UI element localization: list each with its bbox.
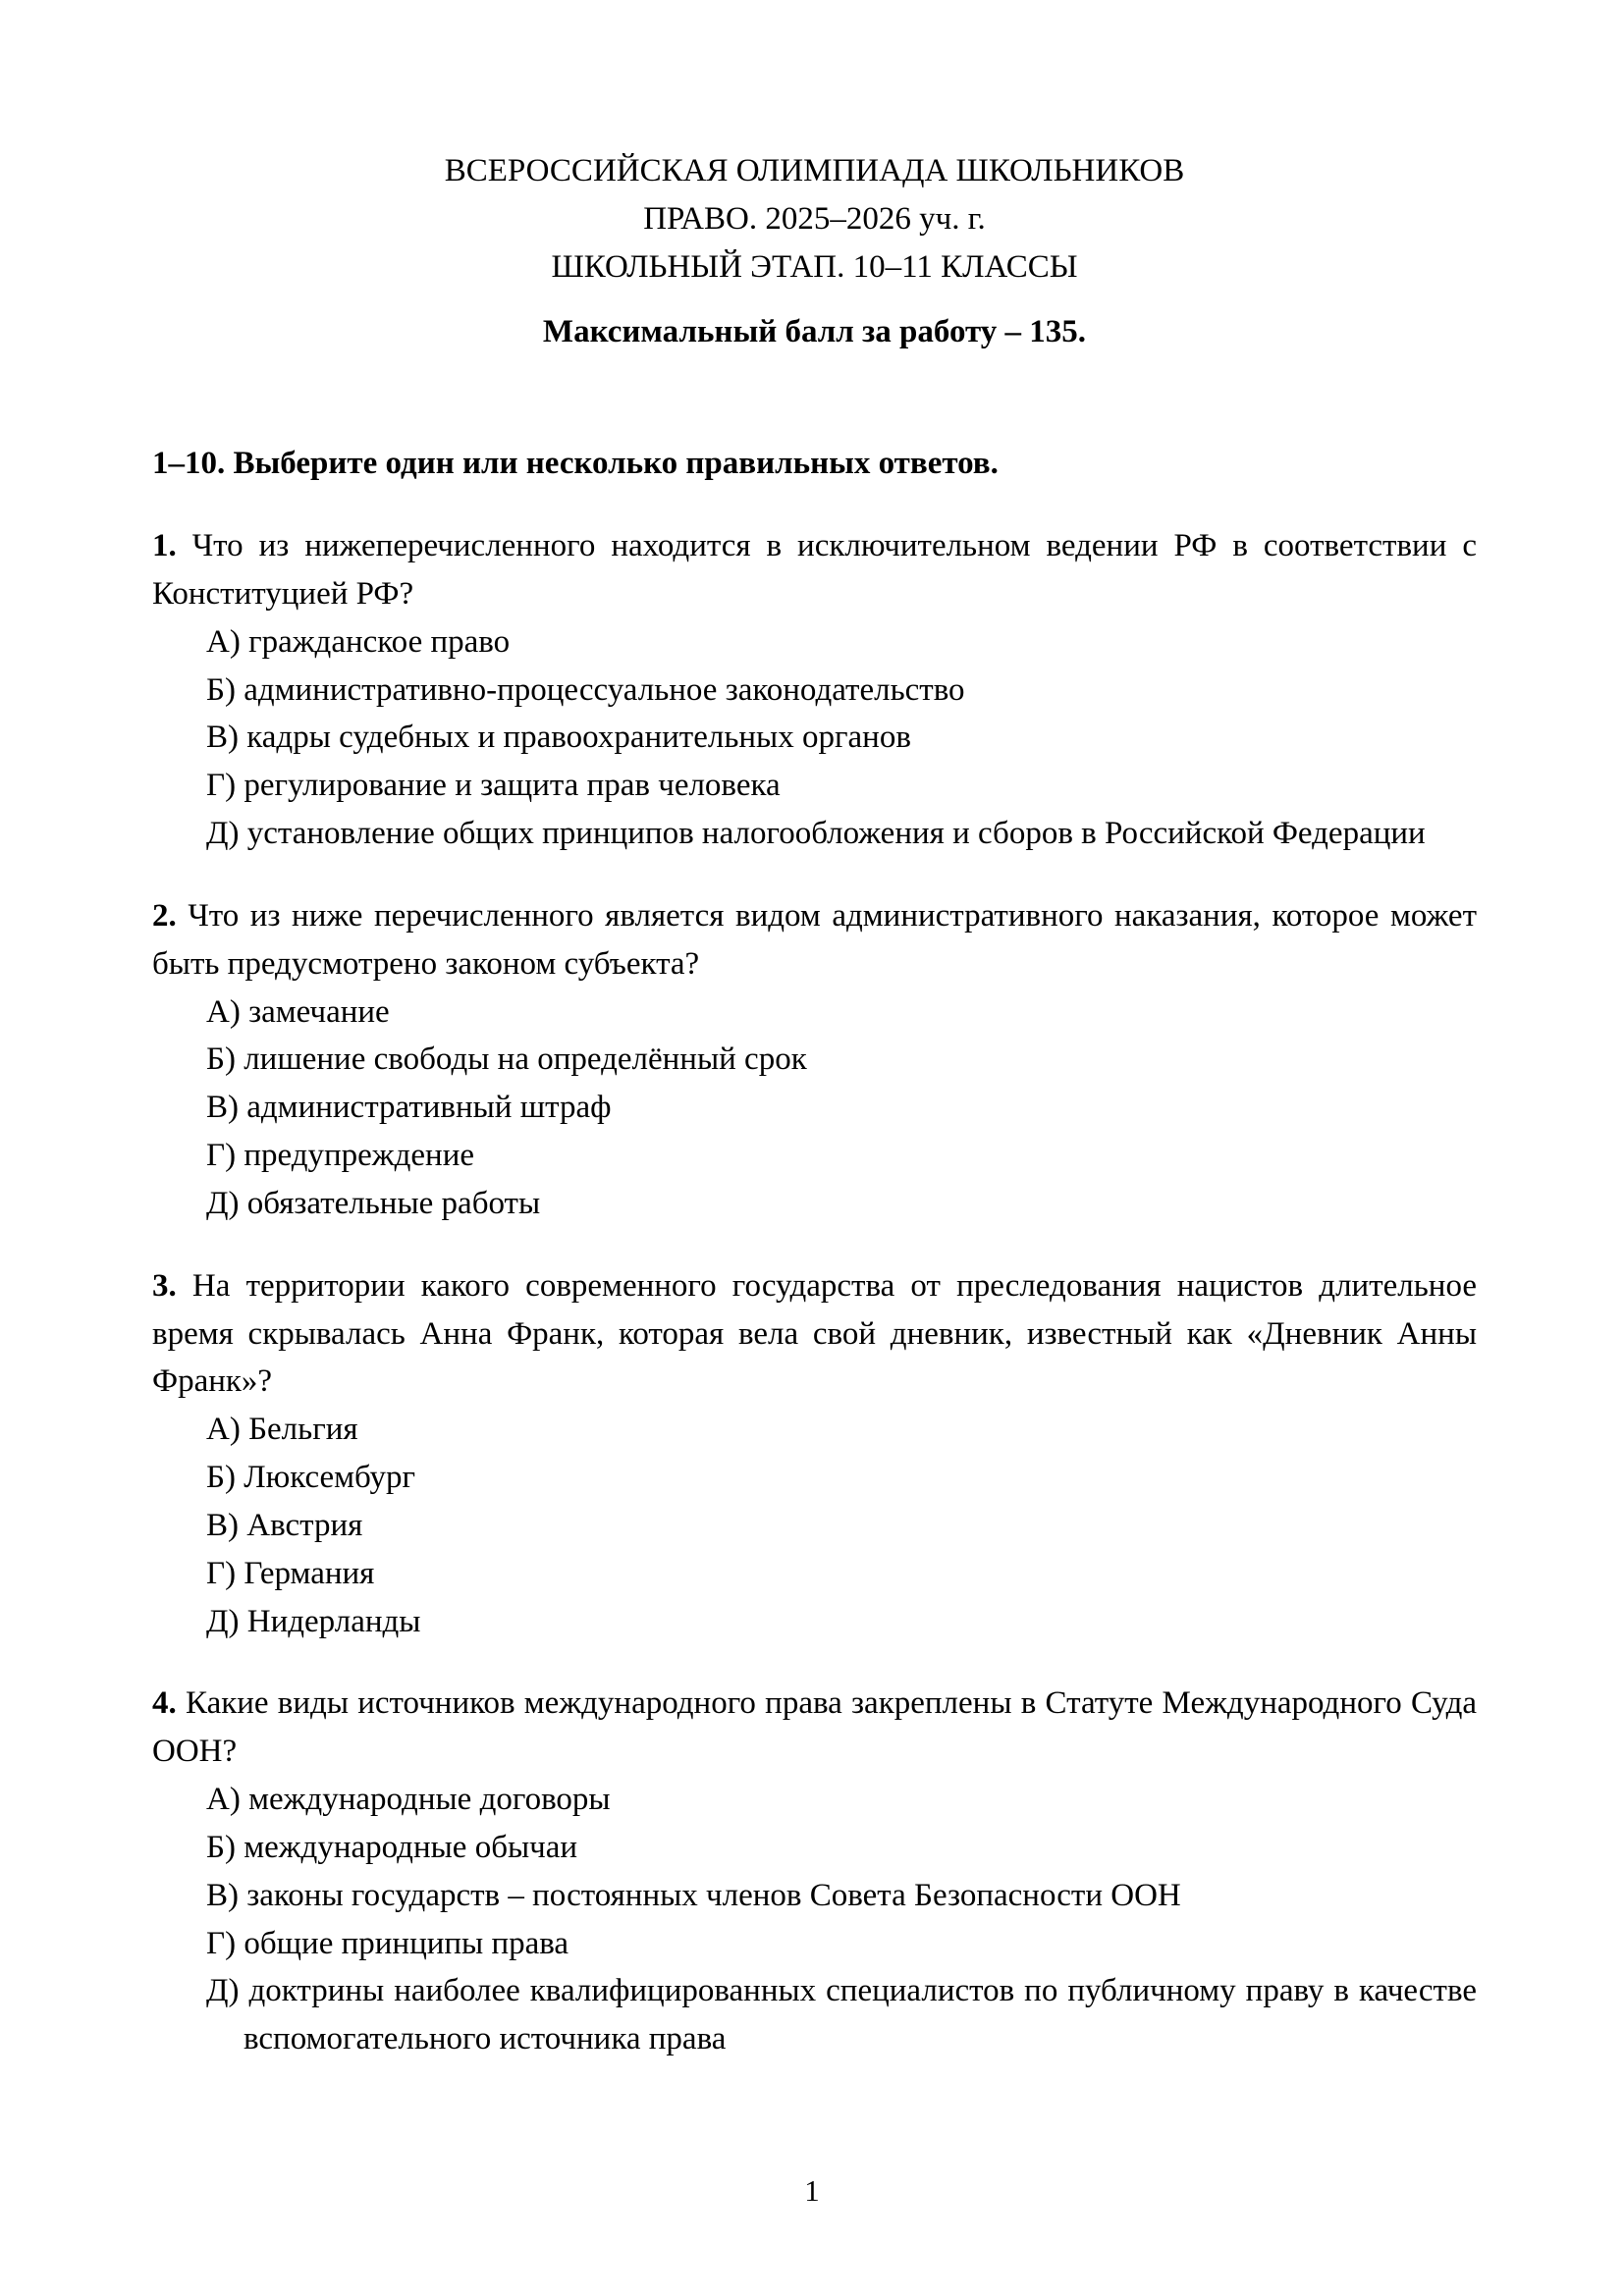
answer-option bbox=[152, 1036, 1477, 1084]
option-label: Г) bbox=[206, 768, 237, 804]
option-label: А) bbox=[206, 1412, 241, 1448]
option-text: Нидерланды bbox=[246, 1603, 421, 1639]
option-label: В) bbox=[206, 1877, 239, 1913]
option-text: международные обычаи bbox=[244, 1829, 578, 1865]
option-text: общие принципы права bbox=[244, 1925, 569, 1961]
answer-option bbox=[152, 762, 1477, 810]
option-text: административно-процессуальное законодательство bbox=[244, 671, 965, 708]
option-text: гражданское право bbox=[248, 623, 511, 660]
answer-option bbox=[152, 1920, 1477, 1968]
question-body: Что из нижеперечисленного находится в исключительном ведении РФ в соответствии с Конституцией РФ? bbox=[152, 528, 1477, 612]
answer-option bbox=[152, 1454, 1477, 1502]
option-label: Д) bbox=[206, 1603, 240, 1639]
question-2-text bbox=[152, 892, 1477, 988]
question-4 bbox=[152, 1680, 1477, 2063]
question-3-text bbox=[152, 1262, 1477, 1406]
question-number: 4. bbox=[152, 1685, 177, 1722]
answer-option bbox=[152, 1502, 1477, 1550]
option-label: Г) bbox=[206, 1925, 237, 1961]
option-label: Д) bbox=[206, 816, 240, 852]
answer-option bbox=[152, 667, 1477, 715]
option-label: Б) bbox=[206, 1460, 236, 1496]
question-3 bbox=[152, 1262, 1477, 1646]
question-number: 2. bbox=[152, 897, 177, 934]
option-label: Г) bbox=[206, 1138, 237, 1174]
option-text: Люксембург bbox=[244, 1460, 416, 1496]
option-label: А) bbox=[206, 1782, 241, 1818]
answer-option bbox=[152, 810, 1477, 858]
answer-option bbox=[152, 1824, 1477, 1872]
option-label: Г) bbox=[206, 1555, 237, 1591]
answer-option bbox=[152, 1132, 1477, 1180]
answer-option bbox=[152, 1776, 1477, 1824]
question-4-text bbox=[152, 1680, 1477, 1776]
answer-option bbox=[152, 988, 1477, 1037]
option-label: Б) bbox=[206, 671, 236, 708]
option-text: административный штраф bbox=[246, 1090, 612, 1126]
section-heading: 1–10. Выберите один или несколько правильных ответов. bbox=[152, 446, 999, 482]
answer-option bbox=[152, 714, 1477, 762]
option-label: Б) bbox=[206, 1829, 236, 1865]
question-number: 1. bbox=[152, 528, 177, 564]
answer-option bbox=[152, 1598, 1477, 1646]
option-text: предупреждение bbox=[244, 1138, 475, 1174]
answer-option bbox=[152, 1084, 1477, 1132]
option-text: доктрины наиболее квалифицированных специалистов по публичному праву в качестве вспомогательного источника права bbox=[244, 1973, 1478, 2057]
option-label: Б) bbox=[206, 1041, 236, 1078]
option-label: В) bbox=[206, 720, 239, 756]
title-line-2: ПРАВО. 2025–2026 уч. г. bbox=[643, 200, 986, 237]
page-number: 1 bbox=[804, 2173, 820, 2209]
answer-option bbox=[152, 1872, 1477, 1920]
question-1-text bbox=[152, 522, 1477, 618]
option-label: В) bbox=[206, 1090, 239, 1126]
option-text: Бельгия bbox=[248, 1412, 358, 1448]
option-label: Д) bbox=[206, 1973, 240, 2009]
answer-option bbox=[152, 1550, 1477, 1598]
option-text: кадры судебных и правоохранительных органов bbox=[246, 720, 911, 756]
answer-option bbox=[152, 618, 1477, 667]
question-body: На территории какого современного государства от преследования нацистов длительное время скрывалась Анна Франк, которая вела свой дневник, известный как «Дневник Анны Франк»? bbox=[152, 1267, 1477, 1400]
document-title bbox=[152, 147, 1477, 291]
option-text: замечание bbox=[248, 993, 390, 1030]
answer-option bbox=[152, 1406, 1477, 1454]
title-line-1: ВСЕРОССИЙСКАЯ ОЛИМПИАДА ШКОЛЬНИКОВ bbox=[444, 153, 1185, 188]
answer-option bbox=[152, 1180, 1477, 1228]
option-text: международные договоры bbox=[248, 1782, 611, 1818]
option-text: Германия bbox=[244, 1555, 375, 1591]
question-number: 3. bbox=[152, 1267, 177, 1304]
title-line-3: ШКОЛЬНЫЙ ЭТАП. 10–11 КЛАССЫ bbox=[551, 248, 1078, 285]
question-1 bbox=[152, 522, 1477, 858]
option-text: установление общих принципов налогообложения и сборов в Российской Федерации bbox=[246, 816, 1426, 852]
option-label: А) bbox=[206, 993, 241, 1030]
option-text: законы государств – постоянных членов Совета Безопасности ООН bbox=[246, 1877, 1181, 1913]
option-label: Д) bbox=[206, 1185, 240, 1221]
option-text: Австрия bbox=[246, 1507, 363, 1543]
option-label: А) bbox=[206, 623, 241, 660]
option-text: обязательные работы bbox=[246, 1185, 541, 1221]
question-body: Какие виды источников международного права закреплены в Статуте Международного Суда ООН? bbox=[152, 1685, 1478, 1770]
answer-option bbox=[152, 1967, 1477, 2063]
option-label: В) bbox=[206, 1507, 239, 1543]
option-text: регулирование и защита прав человека bbox=[244, 768, 781, 804]
option-text: лишение свободы на определённый срок bbox=[244, 1041, 807, 1078]
question-2 bbox=[152, 892, 1477, 1228]
question-body: Что из ниже перечисленного является видом административного наказания, которое может быть предусмотрено законом субъекта? bbox=[152, 897, 1477, 982]
max-score-line: Максимальный балл за работу – 135. bbox=[542, 314, 1087, 350]
